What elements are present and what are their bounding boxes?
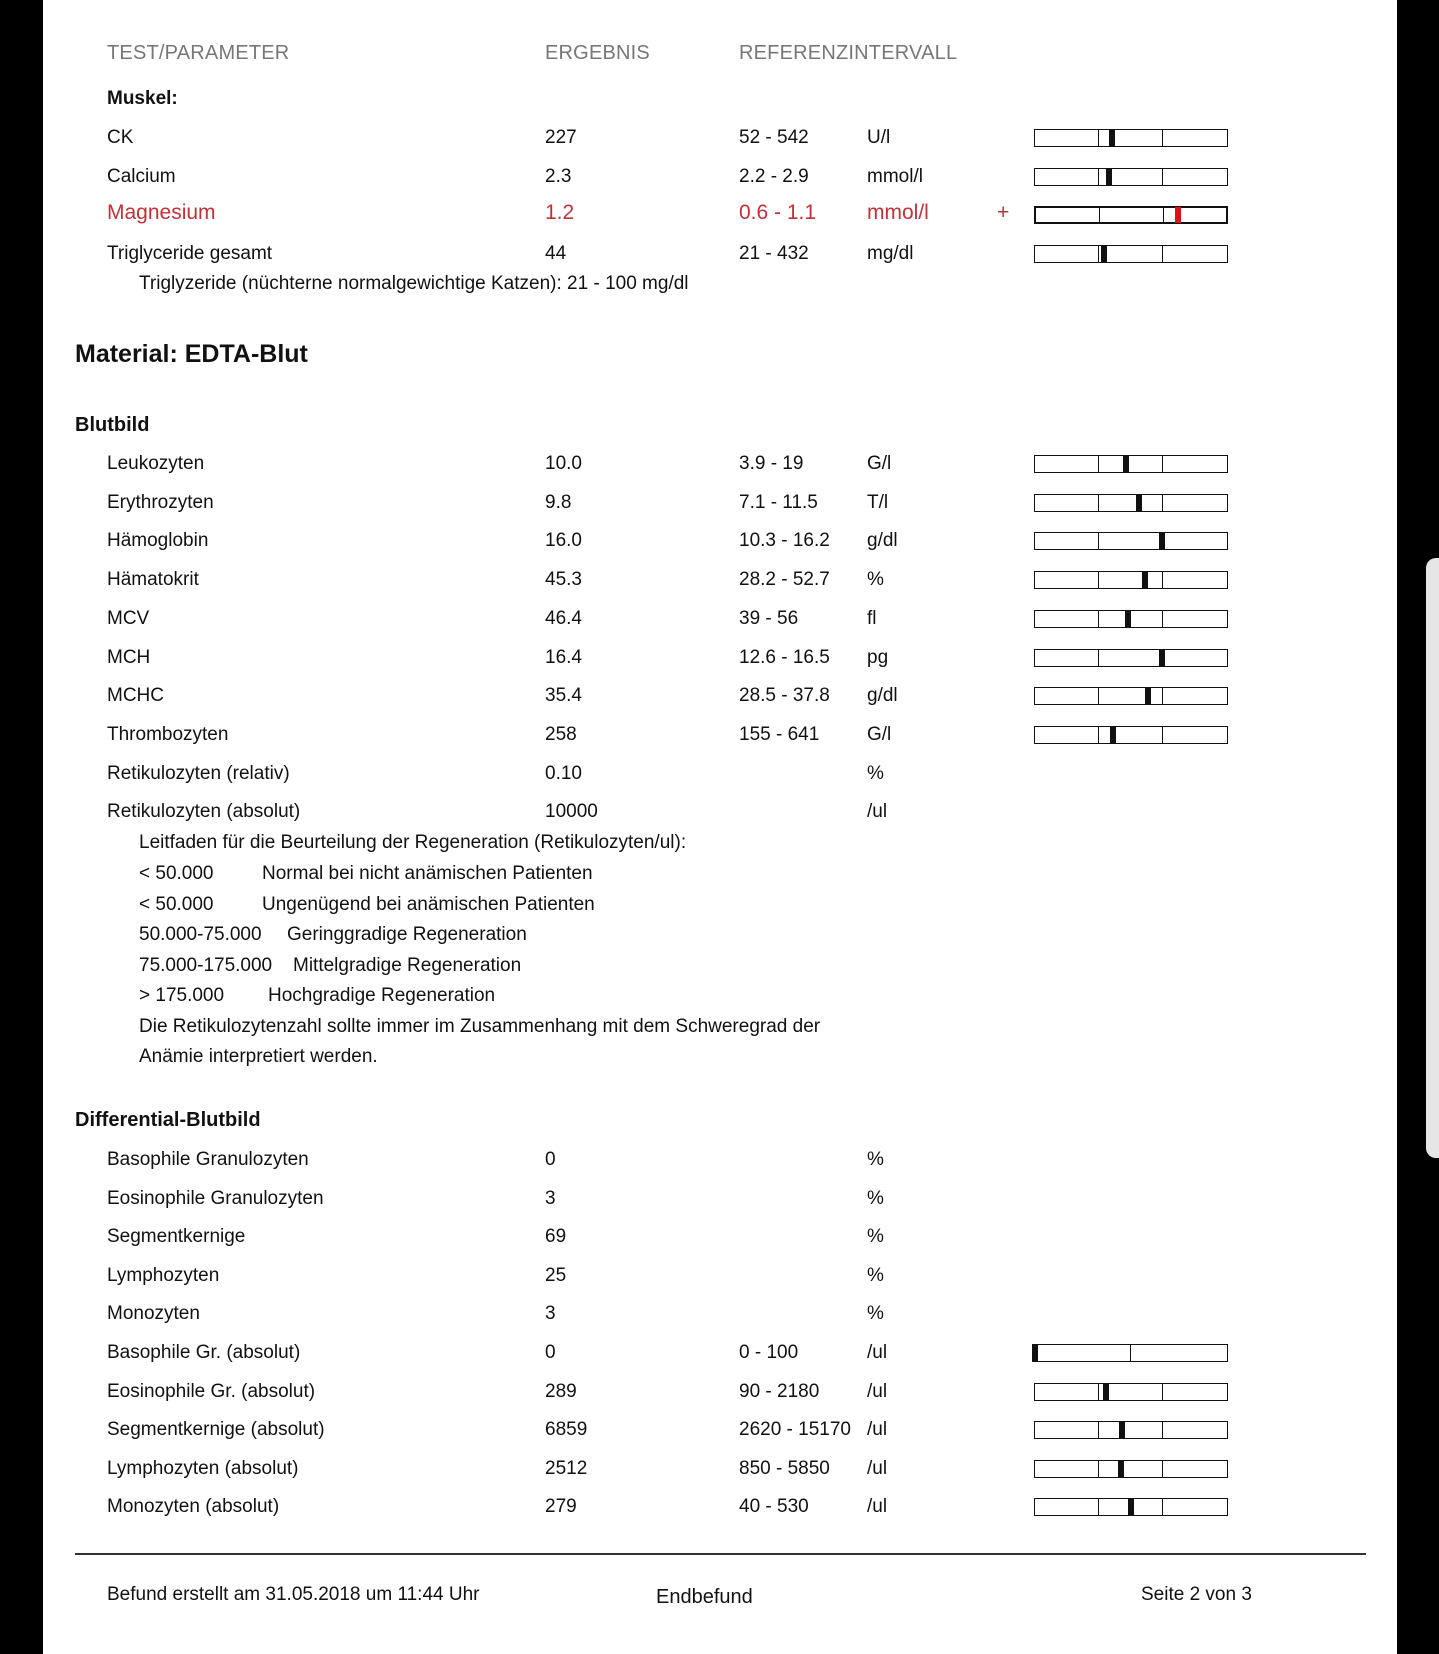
result-value: 2.3 — [545, 166, 572, 187]
range-divider — [1162, 1461, 1163, 1477]
result-value: 35.4 — [545, 685, 582, 706]
result-value: 16.0 — [545, 530, 582, 551]
unit: /ul — [867, 1381, 888, 1402]
section-title-muskel: Muskel: — [107, 88, 178, 109]
column-header-result: ERGEBNIS — [545, 42, 650, 64]
parameter-name: Lymphozyten (absolut) — [107, 1458, 299, 1479]
column-header-reference: REFERENZINTERVALL — [739, 42, 958, 64]
unit: /ul — [867, 1419, 888, 1440]
guide-desc: Mittelgradige Regeneration — [293, 955, 522, 976]
range-divider — [1098, 1384, 1099, 1400]
reference-interval: 2620 - 15170 — [739, 1419, 851, 1440]
footer-divider — [75, 1553, 1366, 1555]
parameter-name: Calcium — [107, 166, 176, 187]
range-divider — [1162, 169, 1163, 185]
reference-interval: 0 - 100 — [739, 1342, 799, 1363]
material-title: Material: EDTA-Blut — [75, 340, 308, 368]
unit: % — [867, 1265, 884, 1286]
reference-range-bar — [1034, 1344, 1228, 1362]
reference-range-bar — [1034, 494, 1228, 512]
reference-interval: 39 - 56 — [739, 608, 799, 629]
parameter-name: Monozyten (absolut) — [107, 1496, 280, 1517]
guide-range: 75.000-175.000 — [139, 955, 273, 976]
value-marker — [1032, 1344, 1038, 1362]
scrollbar-handle[interactable] — [1426, 558, 1439, 1158]
value-marker — [1101, 245, 1107, 263]
parameter-name: Segmentkernige (absolut) — [107, 1419, 325, 1440]
result-value: 3 — [545, 1303, 556, 1324]
reference-interval: 10.3 - 16.2 — [739, 530, 830, 551]
reference-range-bar — [1034, 1421, 1228, 1439]
guide-title: Leitfaden für die Beurteilung der Regeneration (Retikulozyten/ul): — [139, 832, 687, 853]
reference-interval: 90 - 2180 — [739, 1381, 820, 1402]
result-value: 69 — [545, 1226, 567, 1247]
range-divider — [1098, 727, 1099, 743]
result-value: 279 — [545, 1496, 577, 1517]
result-value: 16.4 — [545, 647, 582, 668]
guide-closing-line: Die Retikulozytenzahl sollte immer im Zusammenhang mit dem Schweregrad der — [139, 1016, 821, 1037]
reference-range-bar — [1034, 206, 1228, 224]
unit: T/l — [867, 492, 889, 513]
guide-closing-line: Anämie interpretiert werden. — [139, 1046, 378, 1067]
reference-interval: 7.1 - 11.5 — [739, 492, 818, 513]
unit: % — [867, 1303, 884, 1324]
result-value: 46.4 — [545, 608, 582, 629]
reference-range-bar — [1034, 455, 1228, 473]
guide-desc: Normal bei nicht anämischen Patienten — [262, 863, 593, 884]
reference-range-bar — [1034, 1498, 1228, 1516]
result-value: 3 — [545, 1188, 556, 1209]
parameter-name: MCH — [107, 647, 151, 668]
parameter-name: Basophile Granulozyten — [107, 1149, 309, 1170]
parameter-name: Monozyten — [107, 1303, 200, 1324]
reference-range-bar — [1034, 129, 1228, 147]
reference-range-bar — [1034, 532, 1228, 550]
reference-range-bar — [1034, 1460, 1228, 1478]
result-value: 10000 — [545, 801, 598, 822]
value-marker — [1118, 1460, 1124, 1478]
range-divider — [1098, 130, 1099, 146]
unit: /ul — [867, 801, 888, 822]
range-divider — [1162, 688, 1163, 704]
guide-range: < 50.000 — [139, 894, 214, 915]
parameter-name: Basophile Gr. (absolut) — [107, 1342, 301, 1363]
range-divider — [1162, 495, 1163, 511]
reference-range-bar — [1034, 571, 1228, 589]
value-marker — [1159, 532, 1165, 550]
guide-desc: Ungenügend bei anämischen Patienten — [262, 894, 595, 915]
value-marker — [1110, 726, 1116, 744]
section-title-differential: Differential-Blutbild — [75, 1109, 261, 1131]
section-title-blutbild: Blutbild — [75, 414, 150, 436]
reference-interval: 3.9 - 19 — [739, 453, 804, 474]
unit: /ul — [867, 1342, 888, 1363]
value-marker — [1125, 610, 1131, 628]
reference-range-bar — [1034, 726, 1228, 744]
result-value: 289 — [545, 1381, 577, 1402]
reference-interval: 28.5 - 37.8 — [739, 685, 830, 706]
parameter-name: Retikulozyten (relativ) — [107, 763, 290, 784]
reference-interval: 52 - 542 — [739, 127, 809, 148]
result-value: 258 — [545, 724, 577, 745]
value-marker — [1109, 129, 1115, 147]
range-divider — [1098, 572, 1099, 588]
range-divider — [1098, 1499, 1099, 1515]
unit: % — [867, 569, 884, 590]
range-divider — [1098, 611, 1099, 627]
unit: U/l — [867, 127, 891, 148]
unit: G/l — [867, 724, 892, 745]
reference-interval: 28.2 - 52.7 — [739, 569, 830, 590]
unit: % — [867, 763, 884, 784]
value-marker — [1103, 1383, 1109, 1401]
footer-page-number: Seite 2 von 3 — [1141, 1584, 1252, 1605]
value-marker — [1175, 207, 1181, 223]
range-divider — [1163, 208, 1164, 222]
parameter-name: Triglyceride gesamt — [107, 243, 273, 264]
unit: % — [867, 1188, 884, 1209]
result-value: 44 — [545, 243, 567, 264]
range-divider — [1098, 456, 1099, 472]
reference-interval: 0.6 - 1.1 — [739, 201, 817, 224]
range-divider — [1098, 495, 1099, 511]
column-header-test: TEST/PARAMETER — [107, 42, 290, 64]
unit: /ul — [867, 1496, 888, 1517]
parameter-name: MCV — [107, 608, 150, 629]
range-divider — [1162, 611, 1163, 627]
reference-range-bar — [1034, 245, 1228, 263]
range-divider — [1098, 688, 1099, 704]
unit: mg/dl — [867, 243, 914, 264]
reference-range-bar — [1034, 168, 1228, 186]
range-divider — [1162, 1384, 1163, 1400]
footer-status: Endbefund — [656, 1586, 753, 1608]
value-marker — [1119, 1421, 1125, 1439]
range-divider — [1098, 650, 1099, 666]
parameter-name: Leukozyten — [107, 453, 205, 474]
result-value: 1.2 — [545, 201, 575, 224]
triglyceride-note: Triglyzeride (nüchterne normalgewichtige Katzen): 21 - 100 mg/dl — [139, 273, 689, 294]
unit: g/dl — [867, 685, 898, 706]
parameter-name: Retikulozyten (absolut) — [107, 801, 301, 822]
range-divider — [1162, 1499, 1163, 1515]
result-value: 25 — [545, 1265, 567, 1286]
guide-desc: Geringgradige Regeneration — [287, 924, 527, 945]
parameter-name: MCHC — [107, 685, 164, 706]
range-divider — [1130, 1345, 1131, 1361]
range-divider — [1098, 1461, 1099, 1477]
parameter-name: Hämatokrit — [107, 569, 199, 590]
guide-range: < 50.000 — [139, 863, 214, 884]
value-marker — [1142, 571, 1148, 589]
range-divider — [1162, 727, 1163, 743]
reference-range-bar — [1034, 687, 1228, 705]
result-value: 10.0 — [545, 453, 582, 474]
range-divider — [1098, 169, 1099, 185]
reference-interval: 40 - 530 — [739, 1496, 809, 1517]
parameter-name: Segmentkernige — [107, 1226, 246, 1247]
result-value: 0.10 — [545, 763, 582, 784]
range-divider — [1098, 246, 1099, 262]
reference-interval: 155 - 641 — [739, 724, 820, 745]
range-divider — [1162, 246, 1163, 262]
result-value: 0 — [545, 1342, 556, 1363]
range-divider — [1098, 533, 1099, 549]
unit: /ul — [867, 1458, 888, 1479]
result-value: 2512 — [545, 1458, 588, 1479]
result-value: 45.3 — [545, 569, 582, 590]
unit: % — [867, 1226, 884, 1247]
result-value: 6859 — [545, 1419, 588, 1440]
guide-range: > 175.000 — [139, 985, 225, 1006]
guide-desc: Hochgradige Regeneration — [268, 985, 496, 1006]
unit: G/l — [867, 453, 892, 474]
footer-created: Befund erstellt am 31.05.2018 um 11:44 Uhr — [107, 1584, 480, 1605]
reference-interval: 2.2 - 2.9 — [739, 166, 809, 187]
unit: fl — [867, 608, 877, 629]
value-marker — [1123, 455, 1129, 473]
reference-range-bar — [1034, 649, 1228, 667]
result-value: 9.8 — [545, 492, 572, 513]
range-divider — [1162, 572, 1163, 588]
unit: g/dl — [867, 530, 898, 551]
reference-interval: 12.6 - 16.5 — [739, 647, 830, 668]
value-marker — [1145, 687, 1151, 705]
range-divider — [1162, 456, 1163, 472]
parameter-name: Eosinophile Granulozyten — [107, 1188, 324, 1209]
value-marker — [1136, 494, 1142, 512]
value-marker — [1159, 649, 1165, 667]
reference-range-bar — [1034, 1383, 1228, 1401]
unit: mmol/l — [867, 166, 923, 187]
abnormal-flag: + — [997, 201, 1010, 224]
range-divider — [1162, 1422, 1163, 1438]
parameter-name: Thrombozyten — [107, 724, 229, 745]
range-divider — [1098, 1422, 1099, 1438]
result-value: 0 — [545, 1149, 556, 1170]
parameter-name: Erythrozyten — [107, 492, 214, 513]
parameter-name: CK — [107, 127, 134, 148]
value-marker — [1106, 168, 1112, 186]
reference-range-bar — [1034, 610, 1228, 628]
parameter-name: Eosinophile Gr. (absolut) — [107, 1381, 316, 1402]
parameter-name: Hämoglobin — [107, 530, 209, 551]
range-divider — [1162, 130, 1163, 146]
result-value: 227 — [545, 127, 577, 148]
parameter-name: Lymphozyten — [107, 1265, 220, 1286]
reference-interval: 850 - 5850 — [739, 1458, 830, 1479]
unit: pg — [867, 647, 889, 668]
range-divider — [1099, 208, 1100, 222]
value-marker — [1128, 1498, 1134, 1516]
parameter-name: Magnesium — [107, 201, 216, 224]
unit: % — [867, 1149, 884, 1170]
reference-interval: 21 - 432 — [739, 243, 809, 264]
guide-range: 50.000-75.000 — [139, 924, 262, 945]
unit: mmol/l — [867, 201, 929, 224]
